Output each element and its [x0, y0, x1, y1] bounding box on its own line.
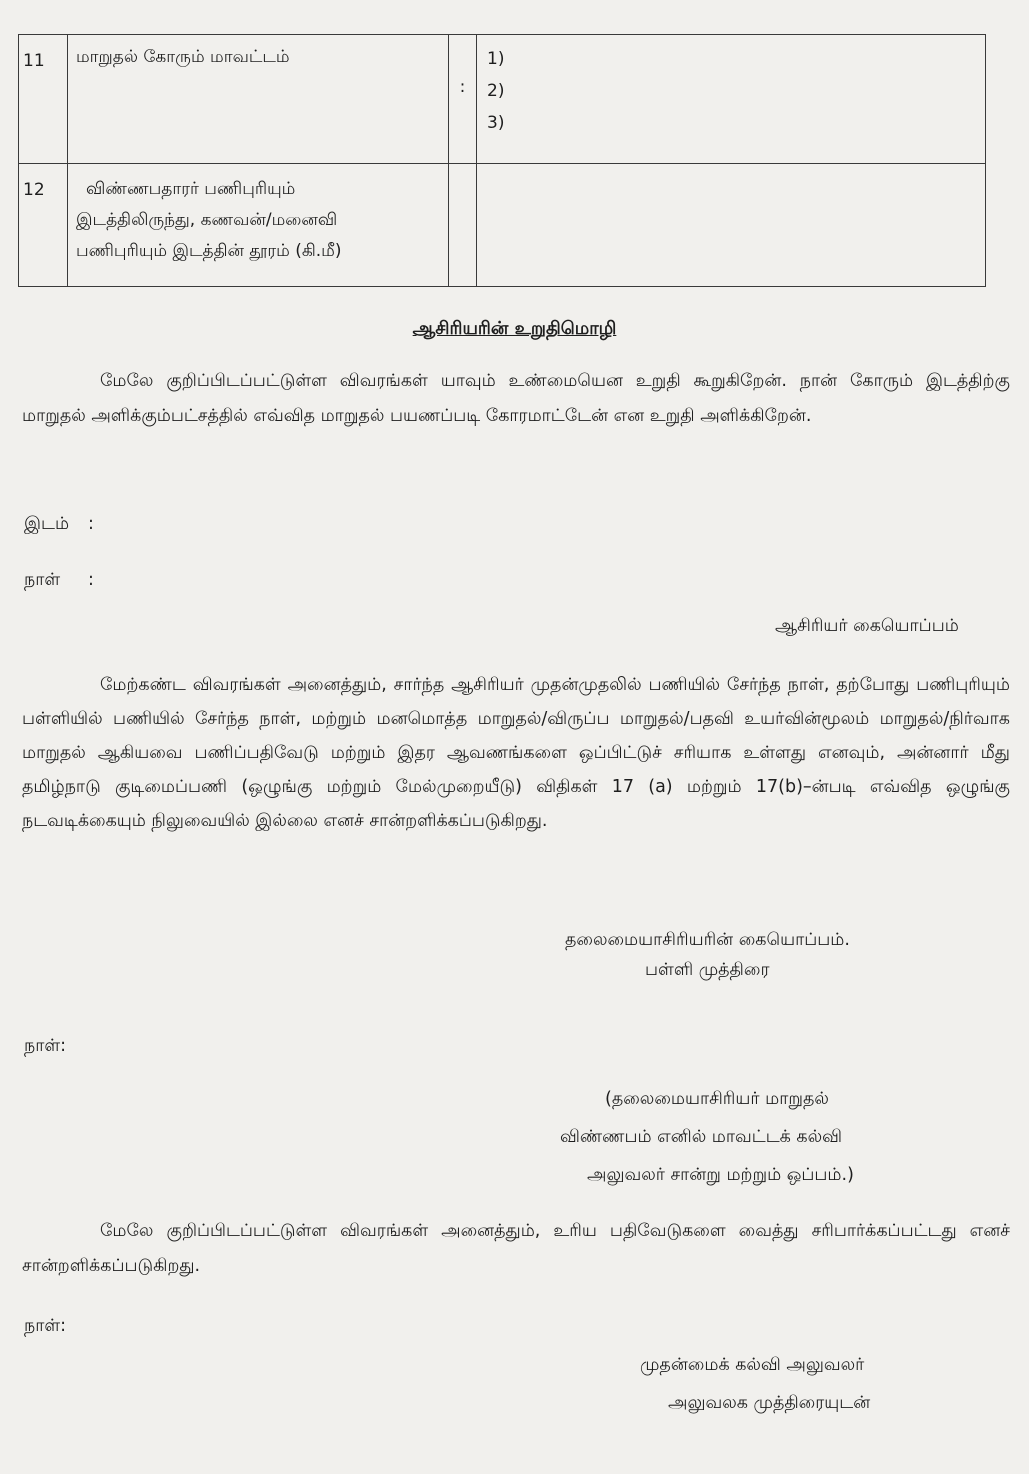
date-label: நாள்	[24, 570, 61, 590]
distance-label-line: பணிபுரியும் இடத்தின் தூரம் (கி.மீ)	[76, 241, 342, 261]
row-number: 12	[19, 164, 68, 287]
place-colon: :	[88, 514, 94, 534]
headmaster-certificate-text: மேற்கண்ட விவரங்கள் அனைத்தும், சார்ந்த ஆசிரியர் முதன்முதலில் பணியில் சேர்ந்த நாள், தற்போது பணிபுரியும் பள்ளியில் பணியில் சேர்ந்த நாள், மற்றும் மனமொத்த மாறுதல்/விருப்ப மாறுதல்/பதவி உயர்வின்மூலம் மாறுதல்/நிர்வாக மாறுதல் ஆகியவை பணிப்பதிவேடு மற்றும் இதர ஆவணங்களை ஒப்பிட்டுச் சரியாக உள்ளது எனவும், அன்னார் மீது தமிழ்நாடு குடிமைப்பணி (ஒழுங்கு மற்றும் மேல்முறையீடு) விதிகள் 17 (a) மற்றும் 17(b)–ன்படி எவ்வித ஒழுங்கு நடவடிக்கையும் நிலுவையில் இல்லை எனச் சான்றளிக்கப்படுகிறது.	[22, 675, 1010, 831]
headmaster-date-label: நாள்:	[24, 1036, 67, 1056]
deo-note-line: விண்ணபம் எனில் மாவட்டக் கல்வி	[560, 1127, 843, 1147]
date-colon: :	[88, 570, 94, 590]
ceo-title: முதன்மைக் கல்வி அலுவலர்	[640, 1355, 865, 1375]
headmaster-signature-block	[565, 930, 985, 982]
deo-note	[560, 1080, 980, 1194]
place-label: இடம்	[24, 514, 70, 534]
office-seal: அலுவலக முத்திரையுடன்	[668, 1393, 871, 1413]
district-option: 1)	[487, 49, 505, 69]
table-row	[19, 35, 986, 164]
district-label: மாறுதல் கோரும் மாவட்டம்	[76, 47, 290, 67]
headmaster-signature: தலைமையாசிரியரின் கையொப்பம்.	[565, 930, 850, 950]
application-table	[18, 34, 986, 287]
declaration-heading: ஆசிரியரின் உறுதிமொழி	[412, 318, 617, 339]
row-colon	[449, 35, 477, 164]
place-field	[24, 514, 94, 536]
table-row	[19, 164, 986, 287]
declaration-text: மேலே குறிப்பிடப்பட்டுள்ள விவரங்கள் யாவும் உண்மையென உறுதி கூறுகிறேன். நான் கோரும் இடத்திற்கு மாறுதல் அளிக்கும்பட்சத்தில் எவ்வித மாறுதல் பயணப்படி கோரமாட்டேன் என உறுதி அளிக்கிறேன்.	[22, 371, 1010, 426]
deo-note-line: (தலைமையாசிரியர் மாறுதல்	[605, 1089, 829, 1109]
distance-label	[68, 164, 448, 267]
distance-label-line: விண்ணபதாரர் பணிபுரியும்	[86, 179, 296, 199]
district-option-list	[487, 35, 985, 139]
teacher-signature: ஆசிரியர் கையொப்பம்	[775, 616, 959, 636]
deo-note-line: அலுவலர் சான்று மற்றும் ஒப்பம்.)	[587, 1165, 854, 1185]
ceo-signature-block	[640, 1346, 980, 1422]
row-number: 11	[19, 35, 68, 164]
distance-value	[477, 164, 986, 287]
verification-date-label: நாள்:	[24, 1316, 67, 1336]
row-label	[68, 35, 449, 164]
row-colon-empty	[449, 164, 477, 287]
district-option: 3)	[487, 113, 505, 133]
colon-mark: :	[459, 77, 466, 97]
row-label	[68, 164, 449, 287]
verification-text: மேலே குறிப்பிடப்பட்டுள்ள விவரங்கள் அனைத்தும், உரிய பதிவேடுகளை வைத்து சரிபார்க்கப்பட்டது எனச் சான்றளிக்கப்படுகிறது.	[22, 1221, 1010, 1276]
school-seal: பள்ளி முத்திரை	[645, 960, 770, 980]
district-options	[477, 35, 986, 164]
distance-label-line: இடத்திலிருந்து, கணவன்/மனைவி	[76, 210, 338, 230]
district-option: 2)	[487, 81, 505, 101]
date-field	[24, 570, 94, 592]
